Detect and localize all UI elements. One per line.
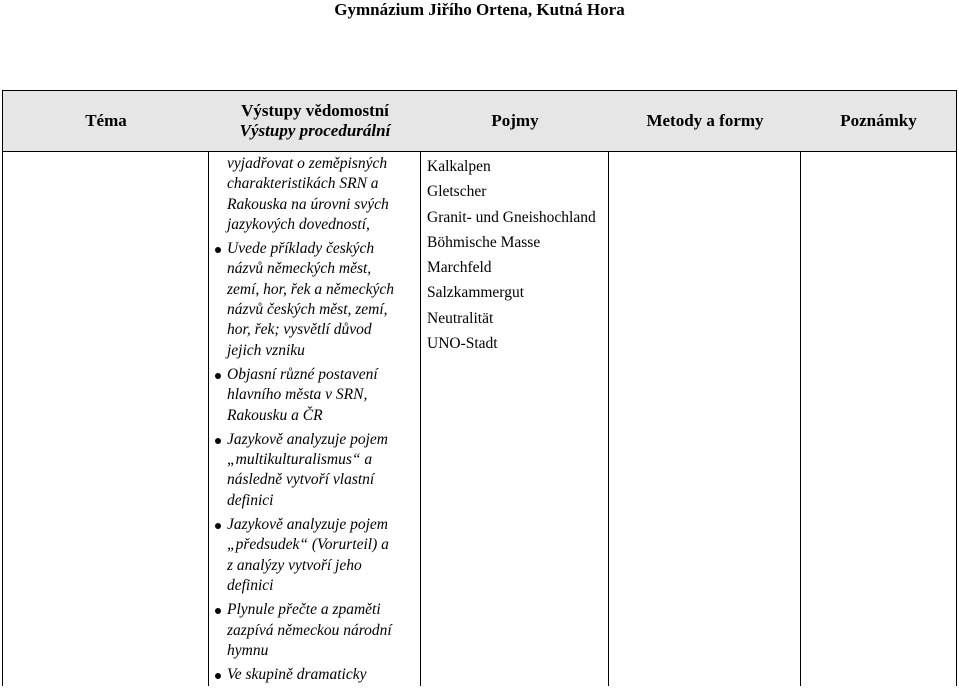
- term-item: Neutralität: [427, 309, 494, 327]
- header-outcomes-procedural: Výstupy procedurální: [239, 121, 391, 140]
- bullet-icon: [215, 373, 221, 379]
- bullet-icon: [215, 523, 221, 529]
- outcome-text: Uvede příklady českých názvů německých měst, zemí, hor, řek a německých názvů českých měst, zemí, hor, řek; vysvětlí důvod jejich vzniku: [227, 240, 394, 359]
- terms-cell: [427, 157, 605, 359]
- bullet-icon: [215, 438, 221, 444]
- outcome-item: [215, 665, 415, 685]
- curriculum-table: [2, 90, 957, 686]
- header-notes: Poznámky: [840, 111, 917, 130]
- outcomes-cell: [215, 154, 415, 689]
- header-outcomes: [209, 91, 421, 151]
- term-item: Böhmische Masse: [427, 233, 541, 251]
- header-topic: Téma: [85, 111, 127, 130]
- term-item: Salzkammergut: [427, 284, 524, 302]
- outcome-text: vyjadřovat o zeměpisných charakteristikách SRN a Rakouska na úrovni svých jazykových dovedností,: [227, 155, 389, 233]
- header-outcomes-knowledge: Výstupy vědomostní: [241, 101, 389, 120]
- outcome-text: Jazykově analyzuje pojem „předsudek“ (Vorurteil) a z analýzy vytvoří jeho definici: [227, 516, 389, 594]
- header-methods: Metody a formy: [646, 111, 764, 130]
- term-item: Marchfeld: [427, 259, 492, 277]
- outcome-item: [215, 239, 415, 361]
- outcome-text: Jazykově analyzuje pojem „multikulturalismus“ a následně vytvoří vlastní definici: [227, 430, 388, 509]
- outcome-text: Plynule přečte a zpaměti zazpívá německou národní hymnu: [227, 601, 392, 659]
- page-title: Gymnázium Jiřího Ortena, Kutná Hora: [334, 0, 625, 19]
- outcome-item: [215, 154, 415, 235]
- outcome-item: [215, 430, 415, 511]
- outcome-text: Ve skupině dramaticky: [227, 666, 367, 684]
- outcome-item: [215, 515, 415, 596]
- term-item: Gletscher: [427, 183, 487, 201]
- term-item: UNO-Stadt: [427, 335, 498, 353]
- term-item: Granit- und Gneishochland: [427, 208, 596, 226]
- header-terms: Pojmy: [491, 111, 539, 130]
- term-item: Kalkalpen: [427, 158, 491, 175]
- outcome-item: [215, 600, 415, 661]
- outcome-item: [215, 365, 415, 426]
- table-header-row: [3, 91, 956, 152]
- outcome-text: Objasní různé postavení hlavního města v SRN, Rakousku a ČR: [227, 365, 378, 424]
